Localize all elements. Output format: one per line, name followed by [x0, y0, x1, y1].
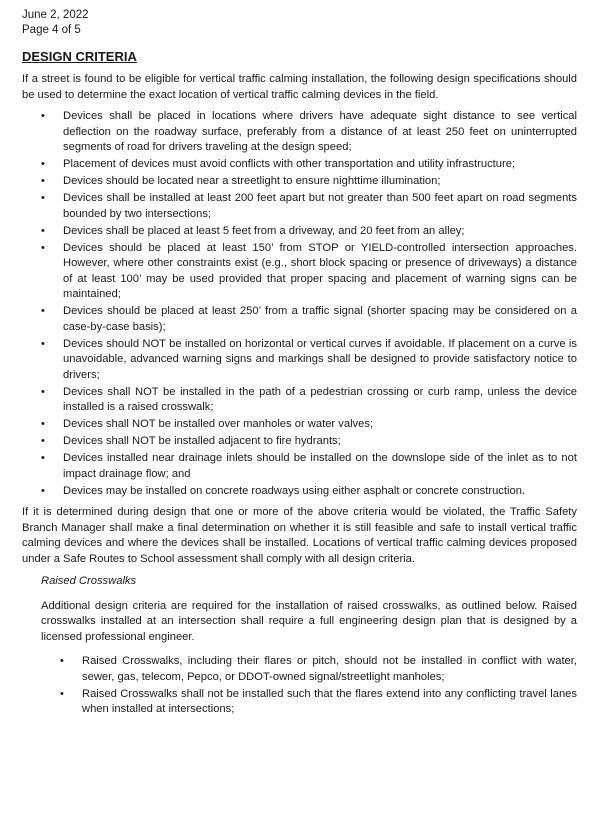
criteria-item — [41, 157, 577, 173]
criteria-item — [41, 417, 577, 433]
header-page-number: Page 4 of 5 — [22, 24, 81, 36]
header-date: June 2, 2022 — [22, 9, 89, 21]
bullet-icon: • — [41, 192, 45, 204]
bullet-icon: • — [41, 418, 45, 430]
raised-crosswalks-list — [41, 654, 577, 718]
section-closing: If it is determined during design that one or more of the above criteria would be violated, the Traffic Safety Branch Manager shall make a final determination on whether it is still feasible and safe to install vertical traffic calming devices and where the devices shall be installed. Locations of vertical traffic calming devices proposed under a Safe Routes to School assessment shall comply with all design criteria. — [22, 506, 577, 565]
criteria-item — [41, 434, 577, 450]
raised-crosswalks-intro: Additional design criteria are required for the installation of raised crosswalks, as outlined below. Raised crosswalks installed at an intersection shall require a full engineering design plan that is designed by a licensed professional engineer. — [41, 599, 577, 643]
criteria-item — [41, 451, 577, 482]
raised-crosswalks-item — [60, 654, 577, 685]
criteria-text: Devices should be placed at least 250’ from a traffic signal (shorter spacing may be considered on a case-by-case basis); — [63, 305, 577, 333]
criteria-text: Devices shall be placed at least 5 feet from a driveway, and 20 feet from an alley; — [63, 224, 465, 237]
criteria-item — [41, 191, 577, 222]
section-heading: DESIGN CRITERIA — [22, 49, 137, 64]
criteria-item — [41, 385, 577, 416]
criteria-text: Devices should be placed at least 150’ from STOP or YIELD-controlled intersection approaches. However, where other constraints exist (e.g., short block spacing or presence of driveways) a distance of at least 100’ may be used provided that proper spacing and placement of warning signs can be maintained; — [63, 241, 577, 300]
criteria-text: Devices installed near drainage inlets should be installed on the downslope side of the inlet as to not impact drainage flow; and — [63, 452, 577, 480]
criteria-item — [41, 174, 577, 190]
bullet-icon: • — [41, 175, 45, 187]
bullet-icon: • — [60, 655, 64, 667]
raised-crosswalks-text: Raised Crosswalks shall not be installed such that the flares extend into any conflicting travel lanes when installed at intersections; — [82, 687, 577, 715]
criteria-item — [41, 224, 577, 240]
bullet-icon: • — [41, 452, 45, 464]
criteria-item — [41, 484, 577, 500]
bullet-icon: • — [41, 385, 45, 398]
criteria-item — [41, 337, 577, 384]
criteria-text: Devices shall NOT be installed adjacent to fire hydrants; — [63, 435, 341, 447]
bullet-icon: • — [41, 158, 45, 170]
bullet-icon: • — [41, 305, 45, 317]
criteria-text: Devices shall NOT be installed in the path of a pedestrian crossing or curb ramp, unless the device installed is a raised crosswalk; — [63, 385, 577, 413]
bullet-icon: • — [41, 484, 45, 497]
raised-crosswalks-heading: Raised Crosswalks — [41, 575, 137, 587]
bullet-icon: • — [41, 435, 45, 447]
raised-crosswalks-text: Raised Crosswalks, including their flares or pitch, should not be installed in conflict with water, sewer, gas, telecom, Pepco, or DDOT-owned signal/streetlight manholes; — [82, 655, 577, 683]
criteria-text: Devices shall NOT be installed over manholes or water valves; — [63, 418, 374, 430]
criteria-item — [41, 241, 577, 303]
criteria-text: Placement of devices must avoid conflicts with other transportation and utility infrastructure; — [63, 158, 516, 170]
bullet-icon: • — [41, 337, 45, 350]
criteria-text: Devices shall be placed in locations where drivers have adequate sight distance to see vertical deflection on the roadway surface, preferably from a distance of at least 250 feet on uninterrupted segments of road for drivers traveling at the design speed; — [63, 110, 577, 153]
criteria-text: Devices may be installed on concrete roadways using either asphalt or concrete construction. — [63, 484, 526, 497]
criteria-text: Devices shall be installed at least 200 feet apart but not greater than 500 feet apart on road segments bounded by two intersections; — [63, 192, 577, 220]
section-intro: If a street is found to be eligible for vertical traffic calming installation, the following design specifications should be used to determine the exact location of vertical traffic calming devices in the field. — [22, 73, 577, 101]
raised-crosswalks-item — [60, 687, 577, 718]
bullet-icon: • — [41, 224, 45, 237]
criteria-text: Devices should be located near a streetlight to ensure nighttime illumination; — [63, 175, 441, 187]
criteria-item — [41, 109, 577, 156]
criteria-text: Devices should NOT be installed on horizontal or vertical curves if avoidable. If placement on a curve is unavoidable, advanced warning signs and markings shall be designed to provide satisfactory notice to drivers; — [63, 337, 577, 381]
criteria-list — [22, 109, 577, 499]
bullet-icon: • — [41, 110, 45, 122]
bullet-icon: • — [41, 241, 45, 254]
bullet-icon: • — [60, 687, 64, 700]
criteria-item — [41, 304, 577, 335]
